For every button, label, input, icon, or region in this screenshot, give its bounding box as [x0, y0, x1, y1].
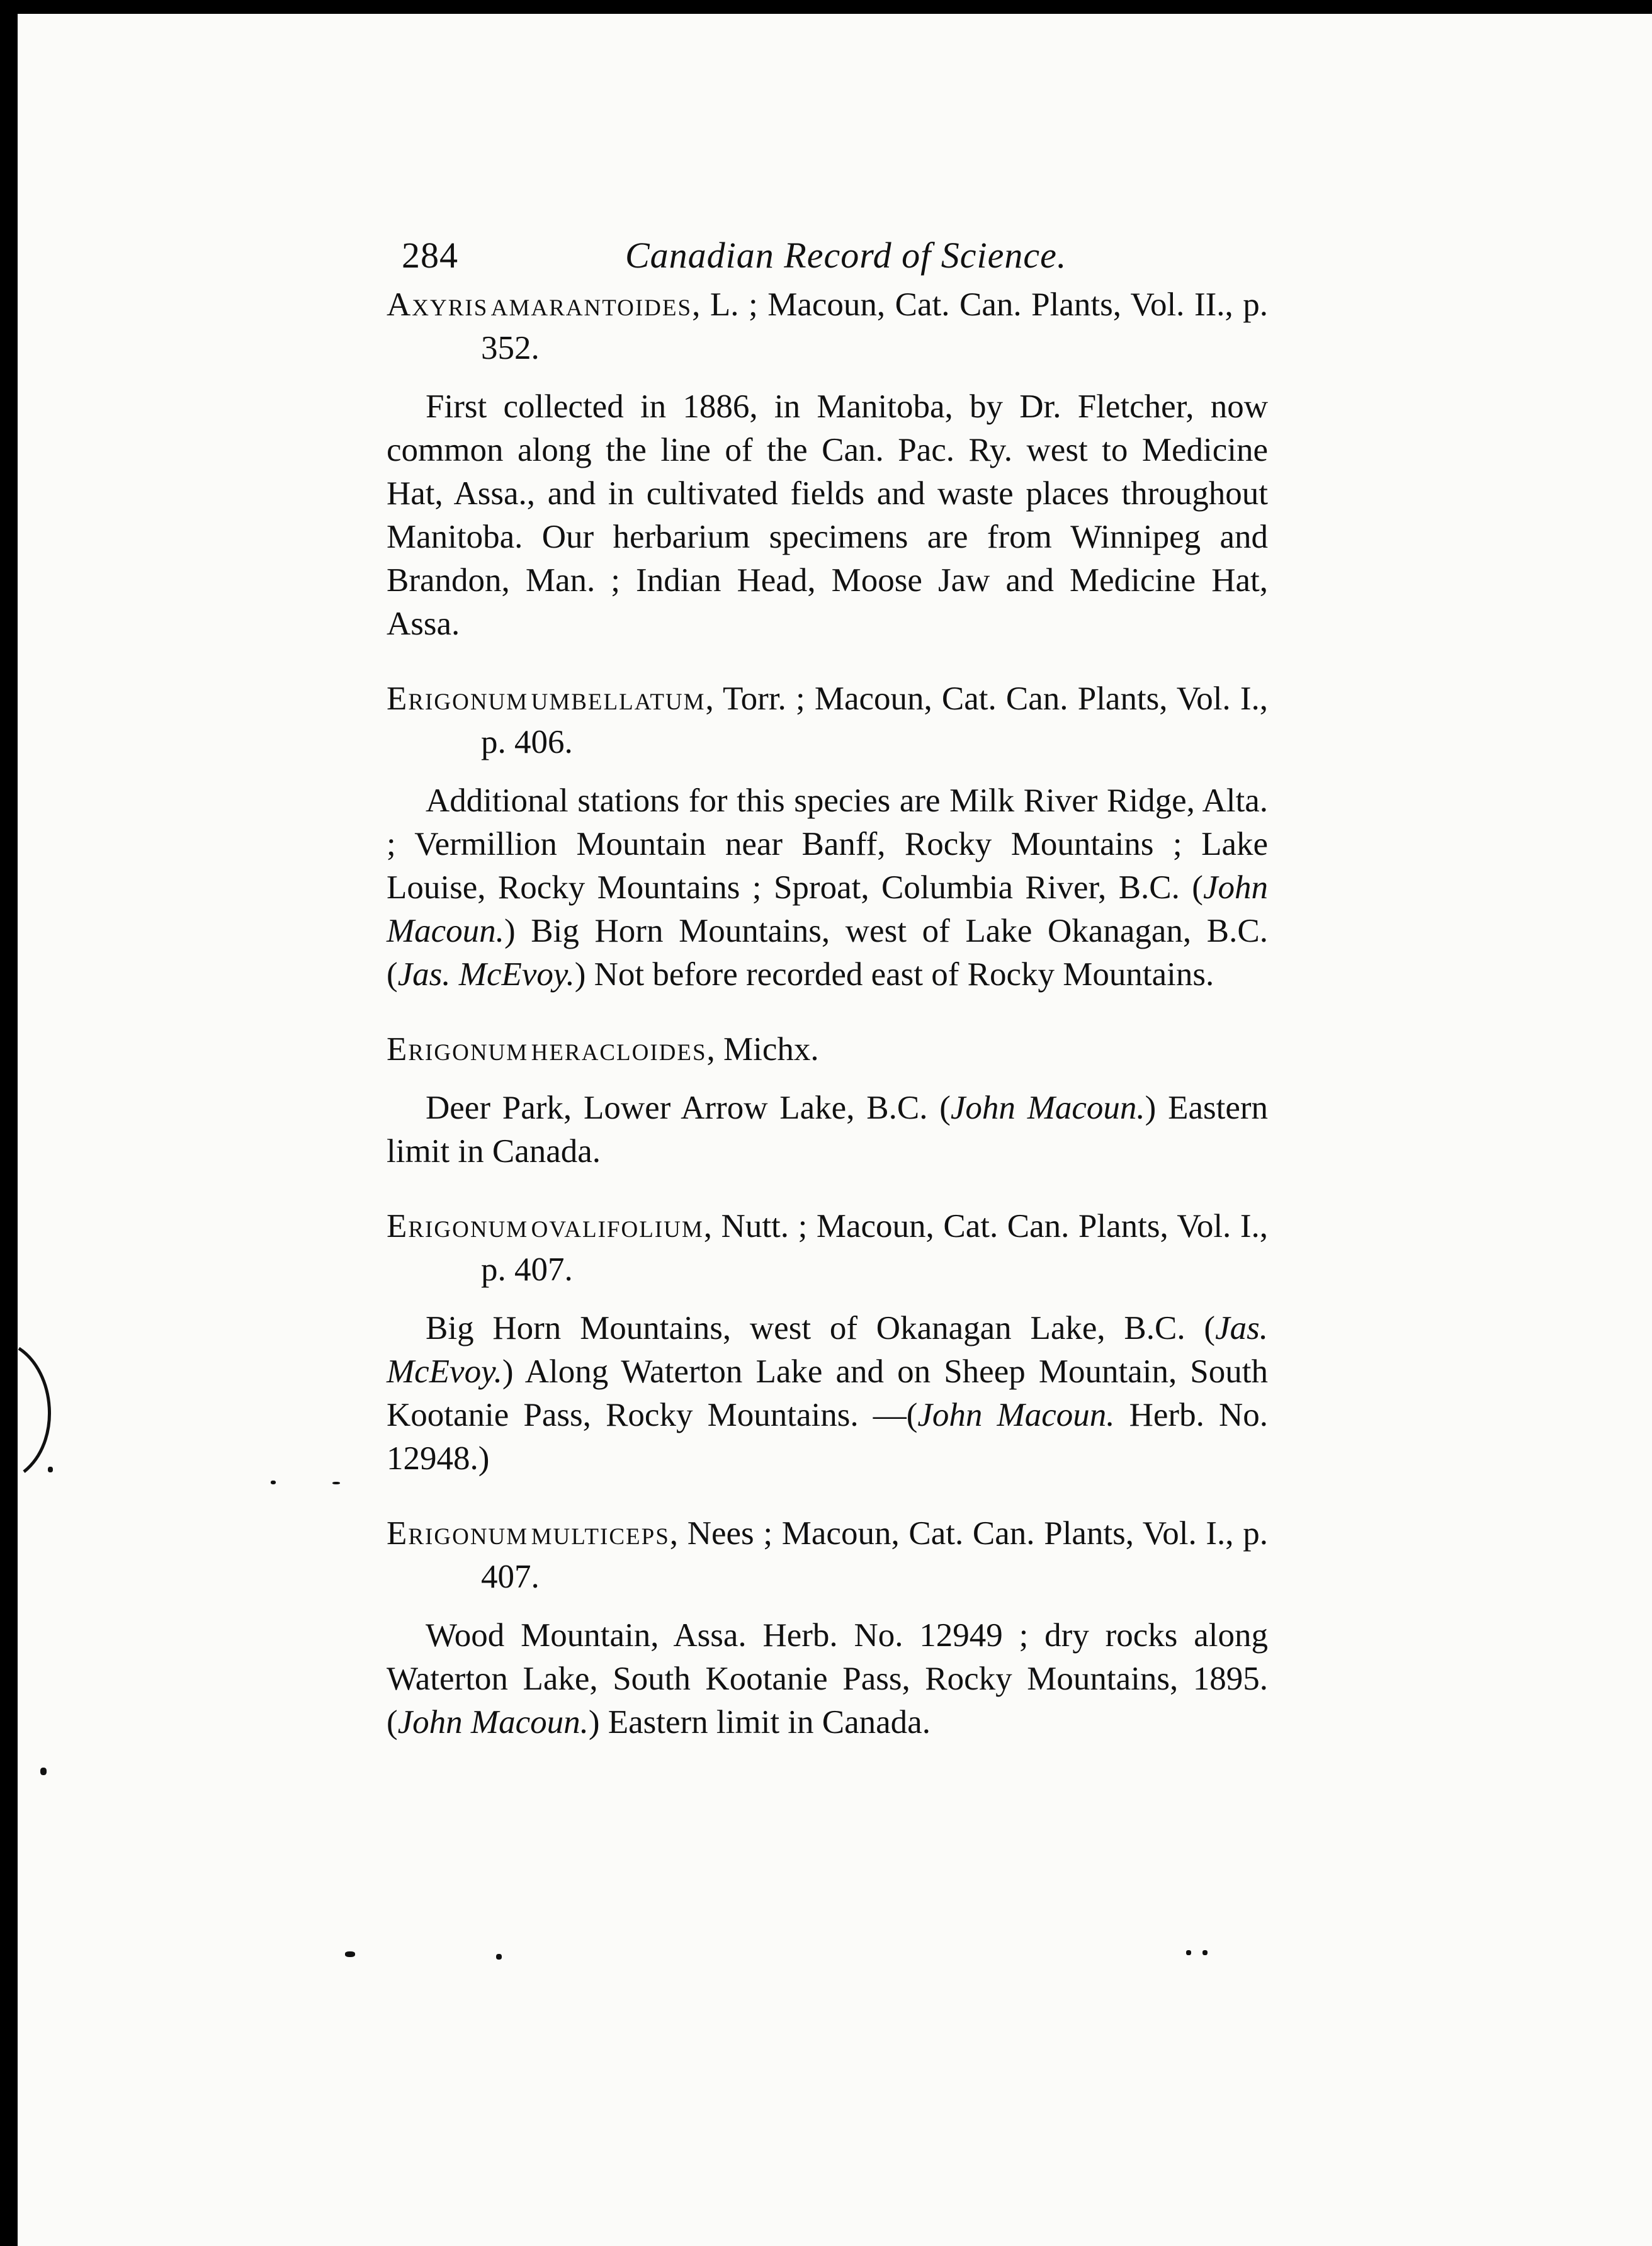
- volume-reference: Vol. I., p. 407.: [481, 1208, 1268, 1288]
- authority: , Michx.: [706, 1031, 819, 1068]
- body-text: Additional stations for this species are Milk River Ridge, Alta. ; Vermillion Mountain near Banff, Rocky Mountains ; Lake Louise, Rocky Mountains ; Sproat, Columbia River, B.C. (: [387, 782, 1268, 906]
- scan-speck: [40, 1768, 47, 1775]
- entry-erigonum-heracloides: [387, 1028, 1268, 1173]
- entry-heading: [387, 1028, 1268, 1071]
- entry-body: [387, 1307, 1268, 1481]
- entry-erigonum-ovalifolium: [387, 1205, 1268, 1481]
- entry-body: [387, 779, 1268, 996]
- volume-reference: Vol. II., p. 352.: [481, 286, 1268, 366]
- species-name: umbellatum: [531, 680, 706, 717]
- scan-speck: [332, 1482, 340, 1484]
- entry-erigonum-multiceps: [387, 1512, 1268, 1744]
- entry-heading: [387, 1512, 1268, 1599]
- entry-heading: [387, 677, 1268, 764]
- body-text: ) Big Horn Mountains, west of Lake Okanagan, B.C. (: [387, 913, 1268, 993]
- page-number: 284: [402, 235, 458, 276]
- entry-body: First collected in 1886, in Manitoba, by Dr. Fletcher, now common along the line of the Can. Pac. Ry. west to Medicine Hat, Assa., and in cultivated fields and waste places throughout Manitoba. Our herbarium specimens are from Winnipeg and Brandon, Man. ; Indian Head, Moose Jaw and Medicine Hat, Assa.: [387, 388, 1268, 642]
- collector-name: John Macoun.: [387, 869, 1268, 949]
- scan-speck: [1186, 1950, 1191, 1955]
- collector-name: Jas. McEvoy.: [397, 956, 575, 993]
- entry-axyris-amarantoides: [387, 283, 1268, 646]
- species-name: ovalifolium: [531, 1208, 704, 1244]
- entry-body: [387, 1086, 1268, 1173]
- entry-erigonum-umbellatum: [387, 677, 1268, 996]
- body-text: ) Along Waterton Lake and on Sheep Mountain, South Kootanie Pass, Rocky Mountains. —(: [387, 1353, 1268, 1433]
- species-entries: [387, 283, 1268, 1776]
- collector-name: John Macoun.: [917, 1397, 1115, 1433]
- body-text: ) Eastern limit in Canada.: [588, 1704, 931, 1741]
- scan-speck: [1202, 1950, 1208, 1955]
- species-name: amarantoides: [490, 286, 693, 323]
- genus-name: Erigonum: [387, 680, 529, 717]
- authority: , Nutt. ; Macoun, Cat. Can. Plants,: [703, 1208, 1168, 1244]
- body-text: Herb. No. 12948.): [387, 1397, 1269, 1477]
- entry-heading: [387, 1205, 1268, 1292]
- scan-speck: [271, 1481, 276, 1484]
- genus-name: Axyris: [387, 286, 489, 323]
- volume-reference: Vol. I., p. 406.: [481, 680, 1268, 760]
- collector-name: Jas. McEvoy.: [387, 1310, 1268, 1390]
- body-text: ) Not before recorded east of Rocky Mountains.: [574, 956, 1214, 993]
- body-text: Big Horn Mountains, west of Okanagan Lake, B.C. (: [426, 1310, 1216, 1346]
- entry-heading: [387, 283, 1268, 370]
- scan-speck: [345, 1951, 355, 1957]
- authority: , L. ; Macoun, Cat. Can. Plants,: [692, 286, 1121, 323]
- running-header: [402, 222, 1283, 291]
- collector-name: John Macoun.: [397, 1704, 589, 1741]
- genus-name: Erigonum: [387, 1031, 529, 1068]
- genus-name: Erigonum: [387, 1208, 529, 1244]
- species-name: multiceps: [531, 1515, 670, 1552]
- scan-speck: [496, 1954, 502, 1960]
- journal-title: Canadian Record of Science.: [625, 235, 1067, 276]
- volume-reference: Vol. I., p. 407.: [481, 1515, 1268, 1595]
- collector-name: John Macoun.: [950, 1090, 1145, 1126]
- authority: , Torr. ; Macoun, Cat. Can. Plants,: [705, 680, 1168, 717]
- authority: , Nees ; Macoun, Cat. Can. Plants,: [669, 1515, 1134, 1552]
- edge-curve: [18, 1347, 62, 1473]
- entry-body: [387, 1614, 1268, 1744]
- species-name: heracloides: [531, 1031, 707, 1068]
- body-text: Deer Park, Lower Arrow Lake, B.C. (: [426, 1090, 951, 1126]
- edge-curve-line: [19, 1348, 50, 1472]
- body-text: ) Eastern limit in Canada.: [387, 1090, 1269, 1170]
- body-text: Wood Mountain, Assa. Herb. No. 12949 ; dry rocks along Waterton Lake, South Kootanie Pass, Rocky Mountains, 1895. (: [387, 1617, 1268, 1741]
- genus-name: Erigonum: [387, 1515, 529, 1552]
